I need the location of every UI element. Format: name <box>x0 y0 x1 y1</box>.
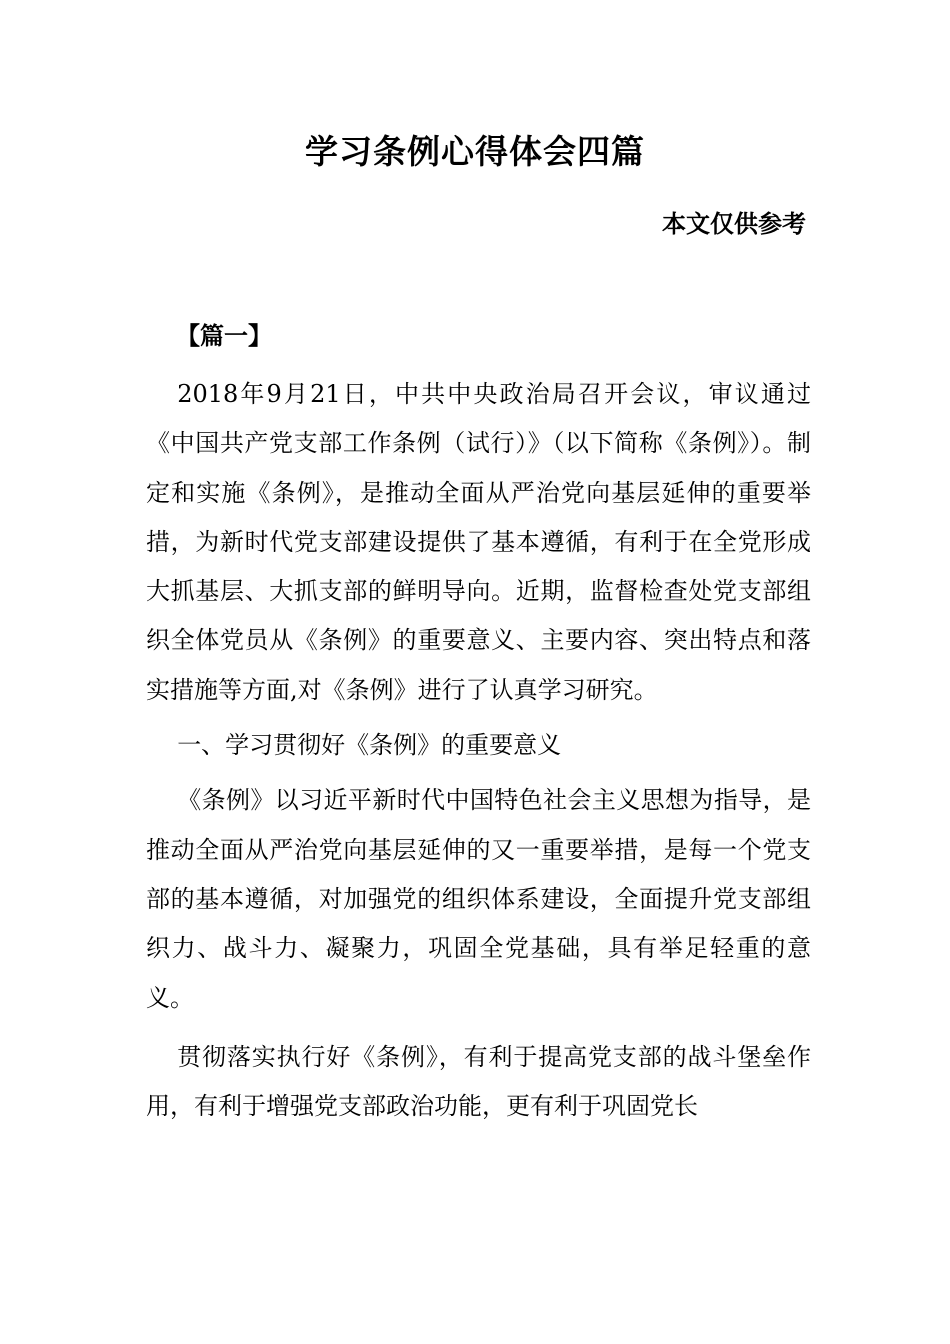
paragraph-subheading: 一、学习贯彻好《条例》的重要意义 <box>177 731 562 760</box>
paragraph-implementation: 贯彻落实执行好《条例》，有利于提高党支部的战斗堡垒作用，有利于增强党支部政治功能，更有利于巩固党长 <box>146 1042 811 1121</box>
document-title: 学习条例心得体会四篇 <box>305 132 645 171</box>
section-heading: 【篇一】 <box>176 321 272 350</box>
reference-note: 本文仅供参考 <box>662 209 806 238</box>
paragraph-intro: 2018年9月21日，中共中央政治局召开会议，审议通过《中国共产党支部工作条例（试行）》（以下简称《条例》）。制定和实施《条例》，是推动全面从严治党向基层延伸的重要举措，为新时代党支部建设提供了基本遵循，有利于在全党形成大抓基层、大抓支部的鲜明导向。近期，监督检查处党支部组织全体党员从《条例》的重要意义、主要内容、突出特点和落实措施等方面,对《条例》进行了认真学习研究。 <box>146 380 811 704</box>
paragraph-significance: 《条例》以习近平新时代中国特色社会主义思想为指导，是推动全面从严治党向基层延伸的又一重要举措，是每一个党支部的基本遵循，对加强党的组织体系建设，全面提升党支部组织力、战斗力、凝聚力，巩固全党基础，具有举足轻重的意义。 <box>146 786 811 1012</box>
document-body <box>146 370 811 1131</box>
